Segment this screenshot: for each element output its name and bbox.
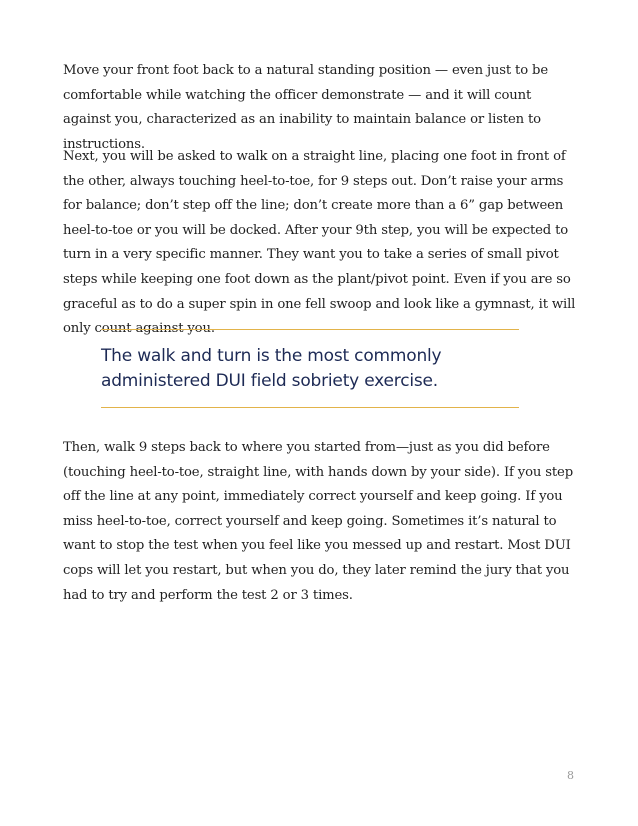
pull-quote: The walk and turn is the most commonly administered DUI field sobriety exercise. — [101, 346, 442, 391]
pull-quote-bottom-rule — [101, 407, 519, 408]
page-number: 8 — [567, 769, 574, 782]
body-paragraph-stance: Move your front foot back to a natural standing position — even just to be comfortable while watching the officer demonstrate — and it will count against you, characterized as an inability to maintain balance or listen to instructions. — [63, 63, 548, 152]
body-paragraph-walk-back: Then, walk 9 steps back to where you started from—just as you did before (touching heel-to-toe, straight line, with hands down by your side). If you step off the line at any point, immediately correct yourself and keep going. If you miss heel-to-toe, correct yourself and keep going. Sometimes it’s natural to want to stop the test when you feel like you messed up and restart. Most DUI cops will let you restart, but when you do, they later remind the jury that you had to try and perform the test 2 or 3 times. — [63, 440, 573, 603]
pull-quote-top-rule — [101, 329, 519, 330]
body-paragraph-walk-out: Next, you will be asked to walk on a straight line, placing one foot in front of the other, always touching heel-to-toe, for 9 steps out. Don’t raise your arms for balance; don’t step off the line; don’t create more than a 6” gap between heel-to-toe or you will be docked. After your 9th step, you will be expected to turn in a very specific manner. They want you to take a series of small pivot steps while keeping one foot down as the plant/pivot point. Even if you are so graceful as to do a super spin in one fell swoop and look like a gymnast, it will only count against you. — [63, 149, 576, 337]
